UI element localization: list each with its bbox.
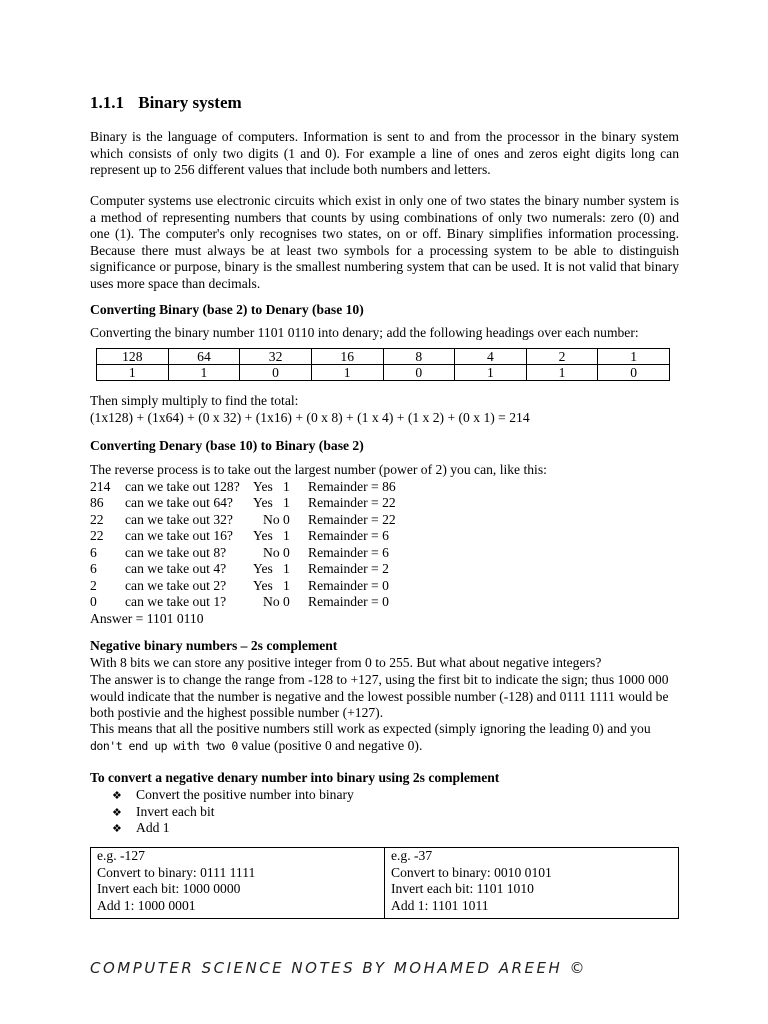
place-value-cell: 32 (240, 349, 312, 365)
bin-to-den-intro: Converting the binary number 1101 0110 into denary; add the following headings over each number: (90, 325, 639, 340)
diamond-bullet-icon: ❖ (112, 823, 122, 835)
step-answer: No (263, 594, 280, 609)
example-convert: Convert to binary: 0111 1111 (97, 864, 256, 880)
place-value-cell: 8 (383, 349, 455, 365)
step-remainder: Remainder = 2 (308, 561, 389, 576)
examples-row (91, 848, 679, 919)
den-to-bin-heading: Converting Denary (base 10) to Binary (base 2) (90, 438, 364, 453)
step-question: can we take out 4? (125, 561, 227, 576)
example-convert: Convert to binary: 0010 0101 (391, 864, 552, 880)
step-number: 22 (90, 528, 104, 543)
section-number: 1.1.1 (90, 93, 124, 112)
example-add: Add 1: 1101 1011 (391, 897, 489, 913)
step-remainder: Remainder = 6 (308, 528, 389, 543)
multiply-instruction: Then simply multiply to find the total: (90, 393, 299, 408)
step-bit: 1 (283, 478, 290, 494)
intro-paragraph-1: Binary is the language of computers. Information is sent to and from the processor in the binary system which consists of only two digits (1 and 0). For example a line of ones and zeros eight digits long can represent up to 256 different values that include both numbers and letters. (90, 129, 679, 178)
example-cell (91, 848, 385, 919)
place-value-cell: 4 (455, 349, 527, 365)
negative-heading: Negative binary numbers – 2s complement (90, 638, 338, 653)
place-value-cell: 2 (526, 349, 598, 365)
list-item (112, 804, 354, 821)
step-answer: No (263, 544, 280, 560)
bit-cell: 0 (240, 365, 312, 381)
example-add: Add 1: 1000 0001 (97, 897, 196, 913)
step-answer: Yes (253, 528, 273, 543)
section-title-text: Binary system (138, 93, 242, 112)
place-value-cell: 16 (311, 349, 383, 365)
step-bit: 1 (283, 577, 290, 593)
step-bit: 0 (283, 511, 290, 527)
place-value-heading-row (97, 349, 670, 365)
multiply-formula: (1x128) + (1x64) + (0 x 32) + (1x16) + (0 x 8) + (1 x 4) + (1 x 2) + (0 x 1) = 214 (90, 410, 530, 425)
example-label: e.g. -127 (97, 848, 145, 863)
step-answer: Yes (253, 561, 273, 576)
negative-line-3-handwritten: don't end up with two 0 (90, 738, 238, 753)
step-bit: 1 (283, 495, 290, 510)
bullet-text: Add 1 (136, 820, 170, 835)
step-bit: 0 (283, 594, 290, 609)
place-value-cell: 1 (598, 349, 670, 365)
bit-cell: 0 (598, 365, 670, 381)
examples-table (90, 847, 679, 919)
step-remainder: Remainder = 0 (308, 577, 389, 593)
conversion-answer: Answer = 1101 0110 (90, 610, 204, 626)
step-answer: Yes (253, 478, 273, 494)
step-remainder: Remainder = 22 (308, 495, 396, 510)
step-bit: 1 (283, 561, 290, 576)
step-row (90, 578, 547, 595)
bullet-text: Invert each bit (136, 803, 215, 819)
step-question: can we take out 64? (125, 495, 233, 510)
footer-credit: COMPUTER SCIENCE NOTES BY MOHAMED AREEH © (90, 959, 588, 977)
step-answer: No (263, 511, 280, 527)
step-remainder: Remainder = 22 (308, 511, 396, 527)
bit-cell: 1 (455, 365, 527, 381)
step-bit: 1 (283, 528, 290, 543)
step-number: 2 (90, 577, 97, 593)
step-question: can we take out 128? (125, 478, 240, 494)
step-question: can we take out 8? (125, 544, 227, 560)
diamond-bullet-icon: ❖ (112, 806, 122, 819)
den-to-bin-intro: The reverse process is to take out the largest number (power of 2) you can, like this: (90, 462, 547, 477)
step-number: 6 (90, 544, 97, 560)
step-row (90, 479, 547, 496)
step-remainder: Remainder = 6 (308, 544, 389, 560)
negative-line-2: The answer is to change the range from -128 to +127, using the first bit to indicate the sign; thus 1000 000 would indicate that the number is negative and the lowest possible number (-128) and 0111 1111 would be both postivie and the highest possible number (+127). (90, 672, 669, 721)
negative-line-3-part-c: value (positive 0 and negative 0). (237, 737, 423, 753)
step-question: can we take out 1? (125, 594, 227, 609)
diamond-bullet-icon: ❖ (112, 790, 122, 802)
bit-cell: 0 (383, 365, 455, 381)
list-item (112, 787, 354, 804)
step-answer: Yes (253, 495, 273, 510)
step-question: can we take out 2? (125, 577, 227, 593)
step-row (90, 561, 547, 578)
bin-to-den-heading: Converting Binary (base 2) to Denary (base 10) (90, 302, 364, 317)
step-number: 22 (90, 511, 104, 527)
step-number: 6 (90, 561, 97, 576)
intro-paragraph-2: Computer systems use electronic circuits which exist in only one of two states the binary number system is a method of representing numbers that counts by using combinations of only two numerals: zero (0) and one (1). The computer's only recognises two states, on or off. Binary simplifies information processing. Because there must always be at least two symbols for a processing system to be able to distinguish significance or purpose, binary is the smallest numbering system that can be used. It is not valid that binary uses more space than decimals. (90, 193, 679, 291)
step-row (90, 594, 547, 611)
convert-negative-heading: To convert a negative denary number into binary using 2s complement (90, 770, 500, 785)
step-question: can we take out 16? (125, 528, 233, 543)
conversion-bullet-list (112, 787, 354, 837)
step-answer: Yes (253, 577, 273, 593)
bit-row (97, 365, 670, 381)
bit-cell: 1 (97, 365, 169, 381)
negative-line-3-part-a: This means that all the positive numbers still work as expected (simply ignoring the leading 0) and you (90, 721, 651, 736)
step-row (90, 495, 547, 512)
step-bit: 0 (283, 544, 290, 560)
bit-cell: 1 (168, 365, 240, 381)
bit-cell: 1 (526, 365, 598, 381)
step-number: 214 (90, 478, 111, 494)
section-title (90, 93, 242, 113)
bullet-text: Convert the positive number into binary (136, 787, 354, 802)
place-value-cell: 128 (97, 349, 169, 365)
step-question: can we take out 32? (125, 511, 233, 527)
step-number: 86 (90, 495, 104, 510)
example-invert: Invert each bit: 1000 0000 (97, 881, 241, 897)
binary-place-value-table (96, 348, 670, 381)
step-remainder: Remainder = 86 (308, 478, 396, 494)
negative-line-3 (90, 721, 679, 754)
negative-line-1: With 8 bits we can store any positive integer from 0 to 255. But what about negative integers? (90, 655, 602, 670)
step-row (90, 512, 547, 529)
place-value-cell: 64 (168, 349, 240, 365)
list-item (112, 820, 354, 837)
step-row (90, 528, 547, 545)
step-number: 0 (90, 594, 97, 609)
step-row (90, 545, 547, 562)
example-cell (385, 848, 679, 919)
step-remainder: Remainder = 0 (308, 594, 389, 609)
bit-cell: 1 (311, 365, 383, 381)
example-invert: Invert each bit: 1101 1010 (391, 881, 534, 897)
example-label: e.g. -37 (391, 848, 433, 863)
conversion-steps (90, 462, 547, 627)
